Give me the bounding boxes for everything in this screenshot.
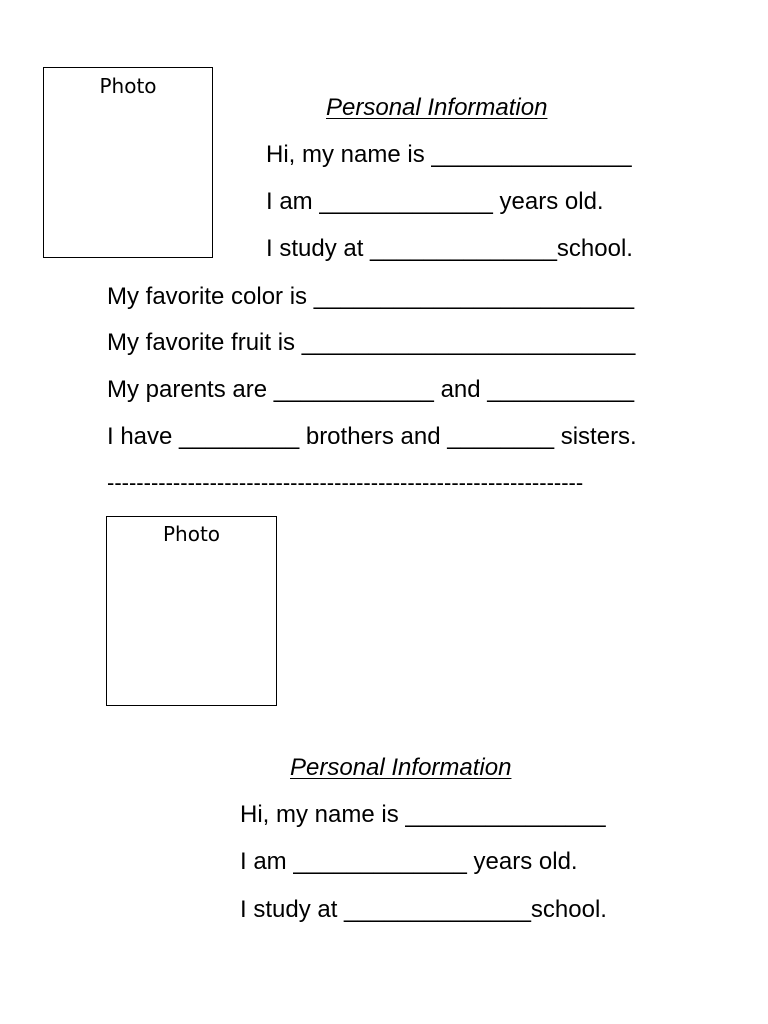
photo-label: Photo: [99, 74, 157, 98]
favorite-fruit-line: My favorite fruit is _________________________: [107, 329, 636, 356]
age-line: I am _____________ years old.: [266, 188, 604, 215]
photo-label: Photo: [162, 522, 221, 546]
school-line: I study at ______________school.: [240, 896, 607, 923]
name-line: Hi, my name is _______________: [266, 141, 632, 168]
photo-box: [106, 516, 277, 706]
school-line: I study at ______________school.: [266, 235, 633, 262]
parents-line: My parents are ____________ and ___________: [107, 376, 635, 403]
siblings-line: I have _________ brothers and ________ sisters.: [107, 423, 637, 450]
age-line: I am _____________ years old.: [240, 848, 578, 875]
cut-divider: -----------------------------------------------------------------: [107, 470, 584, 495]
name-line: Hi, my name is _______________: [240, 801, 606, 828]
section-heading: Personal Information: [326, 94, 548, 121]
favorite-color-line: My favorite color is ________________________: [107, 283, 635, 310]
section-heading: Personal Information: [290, 754, 512, 781]
photo-box: [43, 67, 213, 258]
